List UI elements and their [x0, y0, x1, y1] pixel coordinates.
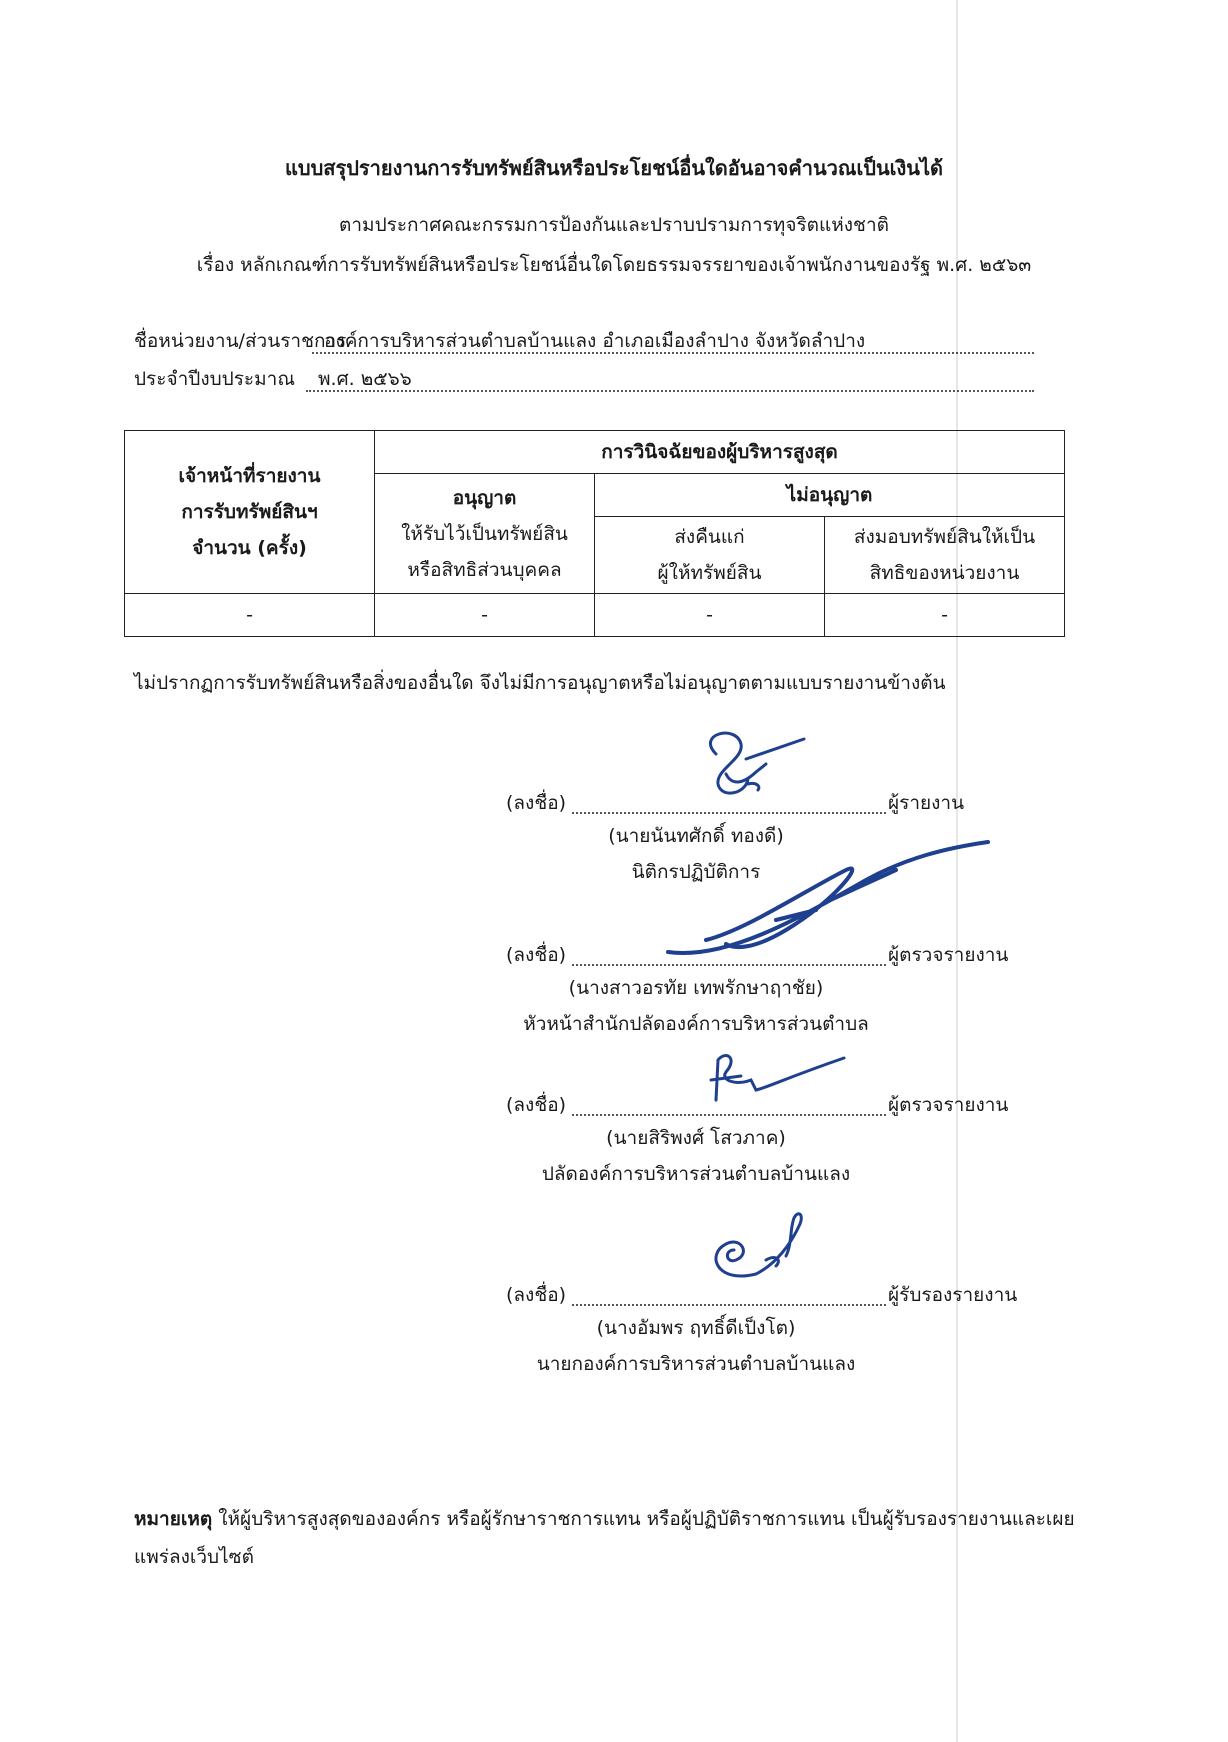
- statement-text: ไม่ปรากฏการรับทรัพย์สินหรือสิ่งของอื่นใด จึงไม่มีการอนุญาตหรือไม่อนุญาตตามแบบรายงานข้างต้น: [134, 672, 946, 694]
- agency-value: องค์การบริหารส่วนตำบลบ้านแลง อำเภอเมืองลำปาง จังหวัดลำปาง: [312, 326, 1034, 354]
- signature-prefix: (ลงชื่อ): [506, 1094, 567, 1116]
- signature-dotted-line: [572, 1280, 886, 1306]
- signer-name: (นายสิริพงศ์ โสวภาค): [606, 1127, 786, 1149]
- signature-block-checker-1: [506, 940, 1009, 1042]
- report-table: [124, 430, 1065, 637]
- allowed-header: อนุญาต: [452, 486, 517, 509]
- signature-line: [506, 940, 1009, 970]
- table-row: [125, 594, 1065, 637]
- agency-field: [134, 326, 1034, 360]
- deliver-detail-line-1: ส่งมอบทรัพย์สินให้เป็น: [853, 526, 1036, 548]
- handwritten-signature-4: [696, 1204, 816, 1288]
- table-header-allowed: [375, 474, 595, 594]
- signature-line: [506, 788, 966, 818]
- signature-block-certifier: [506, 1280, 1018, 1382]
- allowed-detail-line-2: หรือสิทธิส่วนบุคคล: [407, 558, 562, 581]
- document-subtitle-1: ตามประกาศคณะกรรมการป้องกันและปราบปรามการทุจริตแห่งชาติ: [339, 214, 889, 236]
- table-cell: -: [375, 594, 595, 637]
- table-header-officer: [125, 431, 375, 594]
- signature-role: ผู้ตรวจรายงาน: [888, 1094, 1009, 1116]
- table-header-not-allowed: ไม่อนุญาต: [595, 474, 1065, 517]
- document-title: แบบสรุปรายงานการรับทรัพย์สินหรือประโยชน์อื่นใดอันอาจคำนวณเป็นเงินได้: [284, 156, 943, 180]
- table-cell: -: [125, 594, 375, 637]
- table-header-decision: การวินิจฉัยของผู้บริหารสูงสุด: [375, 431, 1065, 474]
- return-detail-line-2: ผู้ให้ทรัพย์สิน: [657, 562, 762, 584]
- signer-position: นายกองค์การบริหารส่วนตำบลบ้านแลง: [536, 1353, 856, 1375]
- signature-role: ผู้รับรองรายงาน: [888, 1284, 1018, 1306]
- signature-line: [506, 1090, 1009, 1120]
- signer-position: หัวหน้าสำนักปลัดองค์การบริหารส่วนตำบล: [523, 1013, 869, 1035]
- remark-text: ให้ผู้บริหารสูงสุดขององค์กร หรือผู้รักษาราชการแทน หรือผู้ปฏิบัติราชการแทน เป็นผู้รับรองรายงานและเผยแพร่ลงเว็บไซต์: [134, 1508, 1075, 1568]
- signature-prefix: (ลงชื่อ): [506, 792, 567, 814]
- agency-label: ชื่อหน่วยงาน/ส่วนราชการ: [134, 330, 347, 352]
- signature-role: ผู้ตรวจรายงาน: [888, 944, 1009, 966]
- allowed-detail-line-1: ให้รับไว้เป็นทรัพย์สิน: [401, 522, 568, 545]
- signer-name: (นางสาวอรทัย เทพรักษาฤาชัย): [568, 977, 824, 999]
- table-header-return: [595, 517, 825, 594]
- signature-line: [506, 1280, 1018, 1310]
- fiscal-year-value: พ.ศ. ๒๕๖๖: [306, 364, 1034, 392]
- document-subtitle-2: เรื่อง หลักเกณฑ์การรับทรัพย์สินหรือประโยชน์อื่นใดโดยธรรมจรรยาของเจ้าพนักงานของรัฐ พ.ศ. ๒๕๖๓: [196, 254, 1032, 276]
- signature-dotted-line: [572, 1090, 886, 1116]
- officer-header-line-3: จำนวน (ครั้ง): [192, 537, 307, 559]
- officer-header-line-1: เจ้าหน้าที่รายงาน: [178, 465, 321, 487]
- signature-prefix: (ลงชื่อ): [506, 1284, 567, 1306]
- signer-position: ปลัดองค์การบริหารส่วนตำบลบ้านแลง: [541, 1163, 851, 1185]
- signer-position: นิติกรปฏิบัติการ: [631, 861, 761, 883]
- officer-header-line-2: การรับทรัพย์สินฯ: [181, 501, 318, 523]
- signer-name: (นางอัมพร ฤทธิ์ดีเป็งโต): [596, 1317, 796, 1339]
- table-header-deliver: [825, 517, 1065, 594]
- signer-name: (นายนันทศักดิ์ ทองดี): [608, 825, 784, 847]
- fiscal-year-label: ประจำปีงบประมาณ: [134, 368, 295, 390]
- deliver-detail-line-2: สิทธิของหน่วยงาน: [869, 562, 1020, 584]
- signature-block-checker-2: [506, 1090, 1009, 1192]
- remark-note: [134, 1500, 1094, 1576]
- signature-dotted-line: [572, 940, 886, 966]
- return-detail-line-1: ส่งคืนแก่: [674, 526, 745, 548]
- signature-prefix: (ลงชื่อ): [506, 944, 567, 966]
- table-cell: -: [825, 594, 1065, 637]
- fiscal-year-field: [134, 364, 1034, 398]
- remark-label: หมายเหตุ: [134, 1508, 213, 1530]
- signature-dotted-line: [572, 788, 886, 814]
- signature-role: ผู้รายงาน: [888, 792, 965, 814]
- table-cell: -: [595, 594, 825, 637]
